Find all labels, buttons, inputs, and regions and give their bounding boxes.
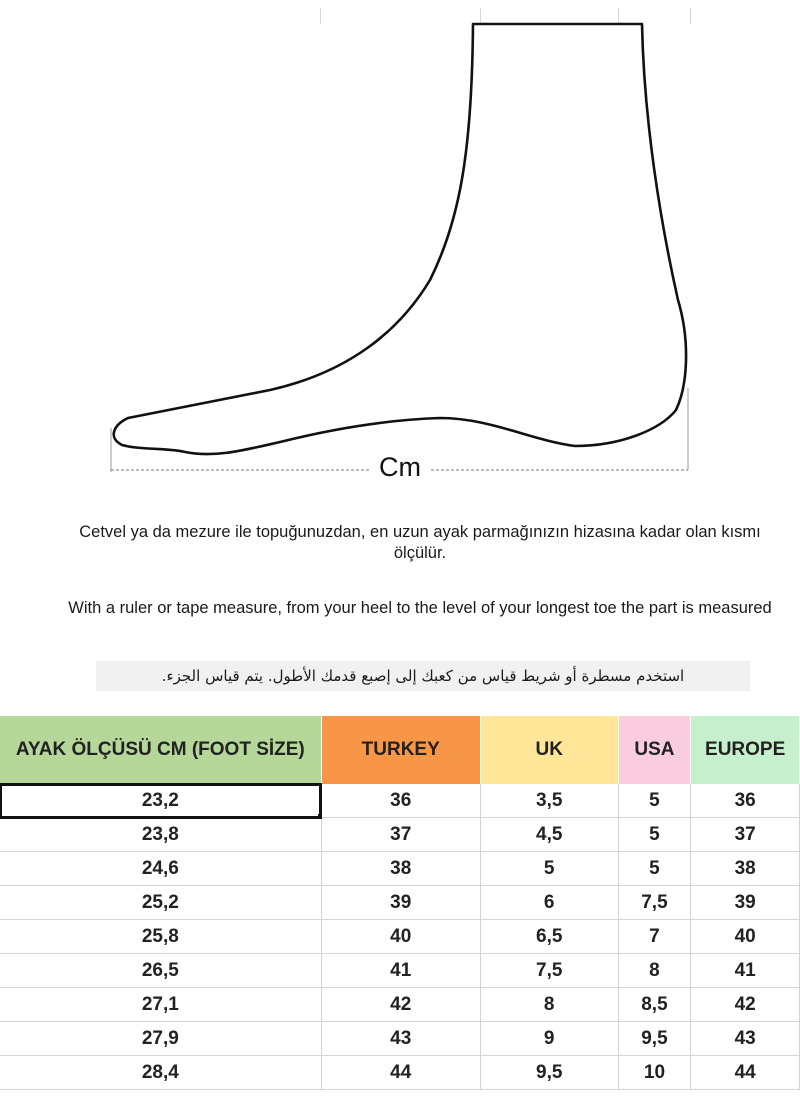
cell-turkey[interactable]: 40	[321, 920, 480, 954]
cell-turkey[interactable]: 39	[321, 886, 480, 920]
cell-turkey[interactable]: 38	[321, 852, 480, 886]
cell-usa[interactable]: 8	[618, 954, 691, 988]
cell-uk[interactable]: 7,5	[480, 954, 618, 988]
cell-uk[interactable]: 3,5	[480, 784, 618, 818]
cell-usa[interactable]: 7,5	[618, 886, 691, 920]
cell-turkey[interactable]: 44	[321, 1056, 480, 1090]
cell-turkey[interactable]: 41	[321, 954, 480, 988]
cell-uk[interactable]: 4,5	[480, 818, 618, 852]
selection-fill-handle[interactable]	[318, 814, 322, 818]
instruction-english: With a ruler or tape measure, from your heel to the level of your longest toe the part is measured	[68, 599, 772, 617]
cell-uk[interactable]: 9,5	[480, 1056, 618, 1090]
foot-outline-svg	[0, 0, 800, 500]
cell-foot-cm[interactable]: 26,5	[0, 954, 321, 988]
cell-foot-cm[interactable]: 24,6	[0, 852, 321, 886]
cell-foot-cm[interactable]: 23,8	[0, 818, 321, 852]
cell-uk[interactable]: 8	[480, 988, 618, 1022]
table-header-row	[0, 716, 800, 784]
cell-uk[interactable]: 6	[480, 886, 618, 920]
table-row	[0, 1056, 800, 1090]
cell-usa[interactable]: 5	[618, 852, 691, 886]
table-row	[0, 818, 800, 852]
table-row	[0, 954, 800, 988]
table-row	[0, 920, 800, 954]
cell-turkey[interactable]: 43	[321, 1022, 480, 1056]
header-foot-size[interactable]: AYAK ÖLÇÜSÜ CM (FOOT SİZE)	[0, 716, 321, 784]
cell-usa[interactable]: 7	[618, 920, 691, 954]
cell-europe[interactable]: 43	[691, 1022, 800, 1056]
cell-europe[interactable]: 39	[691, 886, 800, 920]
cell-turkey[interactable]: 37	[321, 818, 480, 852]
cell-foot-cm[interactable]: 25,8	[0, 920, 321, 954]
table-row	[0, 988, 800, 1022]
cell-uk[interactable]: 6,5	[480, 920, 618, 954]
table-row	[0, 852, 800, 886]
cell-uk[interactable]: 5	[480, 852, 618, 886]
cell-europe[interactable]: 40	[691, 920, 800, 954]
cell-europe[interactable]: 38	[691, 852, 800, 886]
instruction-arabic: استخدم مسطرة أو شريط قياس من كعبك إلى إصبع قدمك الأطول. يتم قياس الجزء.	[96, 661, 750, 691]
cell-usa[interactable]: 5	[618, 818, 691, 852]
foot-measure-diagram	[0, 0, 800, 500]
size-chart-table	[0, 716, 800, 1090]
cell-usa[interactable]: 8,5	[618, 988, 691, 1022]
header-turkey[interactable]: TURKEY	[321, 716, 480, 784]
cell-usa[interactable]: 10	[618, 1056, 691, 1090]
cell-turkey[interactable]: 42	[321, 988, 480, 1022]
cell-foot-cm[interactable]: 27,9	[0, 1022, 321, 1056]
cell-europe[interactable]: 44	[691, 1056, 800, 1090]
cell-europe[interactable]: 37	[691, 818, 800, 852]
cell-usa[interactable]: 9,5	[618, 1022, 691, 1056]
cell-foot-cm[interactable]: 28,4	[0, 1056, 321, 1090]
cell-europe[interactable]: 36	[691, 784, 800, 818]
header-uk[interactable]: UK	[480, 716, 618, 784]
cell-foot-cm[interactable]: 23,2	[0, 784, 321, 818]
table-body	[0, 784, 800, 1090]
table-row	[0, 784, 800, 818]
cell-foot-cm[interactable]: 25,2	[0, 886, 321, 920]
instruction-turkish: Cetvel ya da mezure ile topuğunuzdan, en uzun ayak parmağınızın hizasına kadar olan kısmı ölçülür.	[79, 523, 761, 562]
table-row	[0, 886, 800, 920]
cell-turkey[interactable]: 36	[321, 784, 480, 818]
header-usa[interactable]: USA	[618, 716, 691, 784]
cell-uk[interactable]: 9	[480, 1022, 618, 1056]
header-europe[interactable]: EUROPE	[691, 716, 800, 784]
table-row	[0, 1022, 800, 1056]
cell-usa[interactable]: 5	[618, 784, 691, 818]
foot-outline	[114, 24, 686, 454]
measure-unit-label: Cm	[370, 452, 430, 483]
cell-europe[interactable]: 41	[691, 954, 800, 988]
cell-europe[interactable]: 42	[691, 988, 800, 1022]
cell-foot-cm[interactable]: 27,1	[0, 988, 321, 1022]
